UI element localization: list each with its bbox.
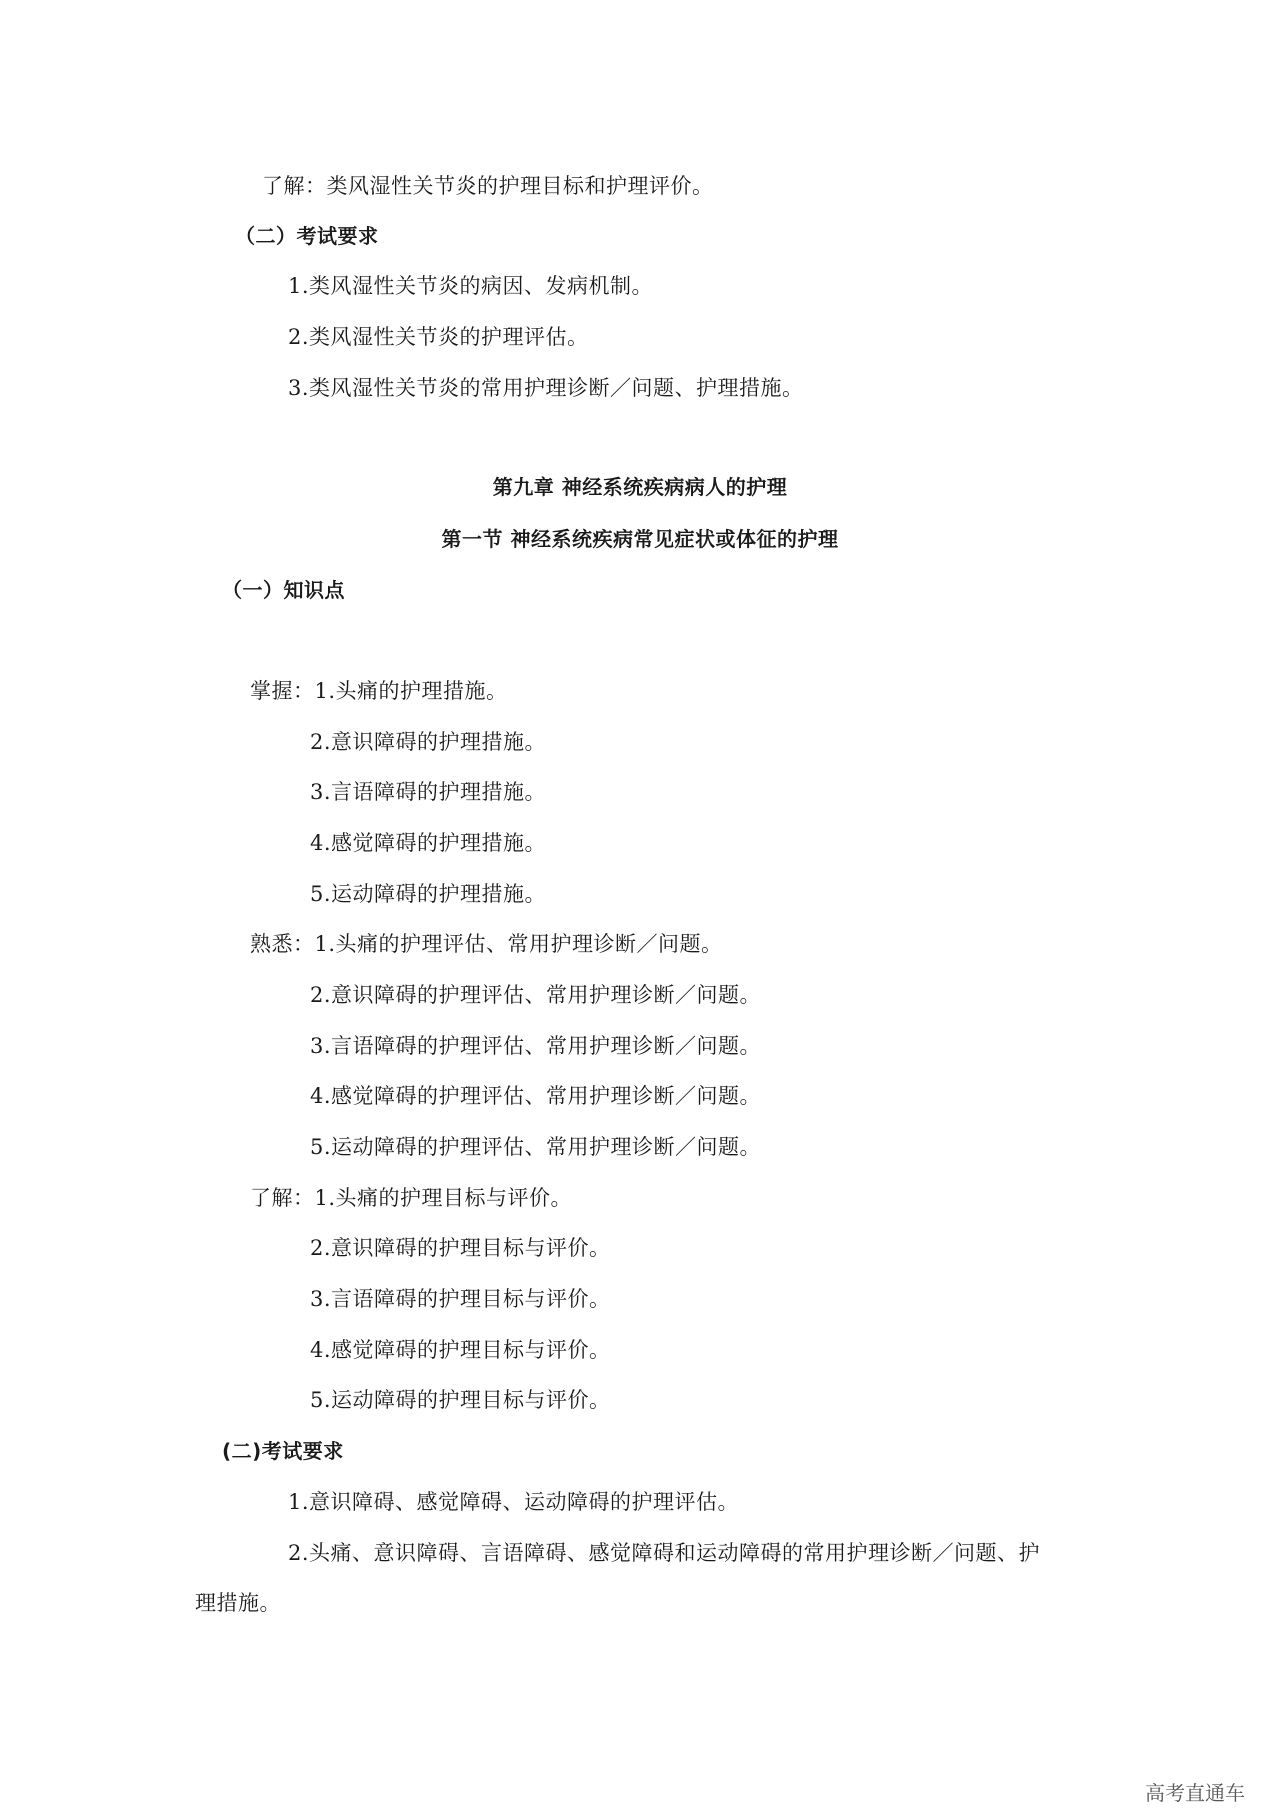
- exam-item: 1.类风湿性关节炎的病因、发病机制。: [288, 274, 654, 298]
- familiar-line: 4.感觉障碍的护理评估、常用护理诊断／问题。: [310, 1084, 762, 1108]
- understand-line: 3.言语障碍的护理目标与评价。: [310, 1287, 611, 1311]
- familiar-line: 2.意识障碍的护理评估、常用护理诊断／问题。: [310, 983, 762, 1007]
- knowledge-heading: （一）知识点: [222, 578, 345, 602]
- master-line: 掌握：1.头痛的护理措施。: [250, 679, 508, 703]
- exam-item-continued: 理措施。: [195, 1591, 281, 1615]
- familiar-line: 3.言语障碍的护理评估、常用护理诊断／问题。: [310, 1034, 762, 1058]
- master-line: 5.运动障碍的护理措施。: [310, 882, 547, 906]
- understand-line: 了解：类风湿性关节炎的护理目标和护理评价。: [262, 174, 714, 198]
- understand-line: 了解：1.头痛的护理目标与评价。: [250, 1186, 573, 1210]
- exam-item: 2.头痛、意识障碍、言语障碍、感觉障碍和运动障碍的常用护理诊断／问题、护: [288, 1541, 1041, 1565]
- familiar-line: 熟悉：1.头痛的护理评估、常用护理诊断／问题。: [250, 932, 723, 956]
- understand-line: 2.意识障碍的护理目标与评价。: [310, 1236, 611, 1260]
- understand-line: 5.运动障碍的护理目标与评价。: [310, 1388, 611, 1412]
- watermark: 高考直通车: [1145, 1781, 1245, 1805]
- master-line: 2.意识障碍的护理措施。: [310, 730, 547, 754]
- master-line: 4.感觉障碍的护理措施。: [310, 831, 547, 855]
- exam-heading: (二)考试要求: [222, 1439, 344, 1463]
- familiar-line: 5.运动障碍的护理评估、常用护理诊断／问题。: [310, 1135, 762, 1159]
- master-line: 3.言语障碍的护理措施。: [310, 780, 547, 804]
- exam-item: 2.类风湿性关节炎的护理评估。: [288, 325, 589, 349]
- section-title: 第一节 神经系统疾病常见症状或体征的护理: [441, 527, 839, 551]
- exam-item: 1.意识障碍、感觉障碍、运动障碍的护理评估。: [288, 1490, 740, 1514]
- exam-item: 3.类风湿性关节炎的常用护理诊断／问题、护理措施。: [288, 376, 804, 400]
- understand-line: 4.感觉障碍的护理目标与评价。: [310, 1338, 611, 1362]
- exam-heading: （二）考试要求: [235, 224, 379, 248]
- chapter-title: 第九章 神经系统疾病病人的护理: [492, 475, 788, 499]
